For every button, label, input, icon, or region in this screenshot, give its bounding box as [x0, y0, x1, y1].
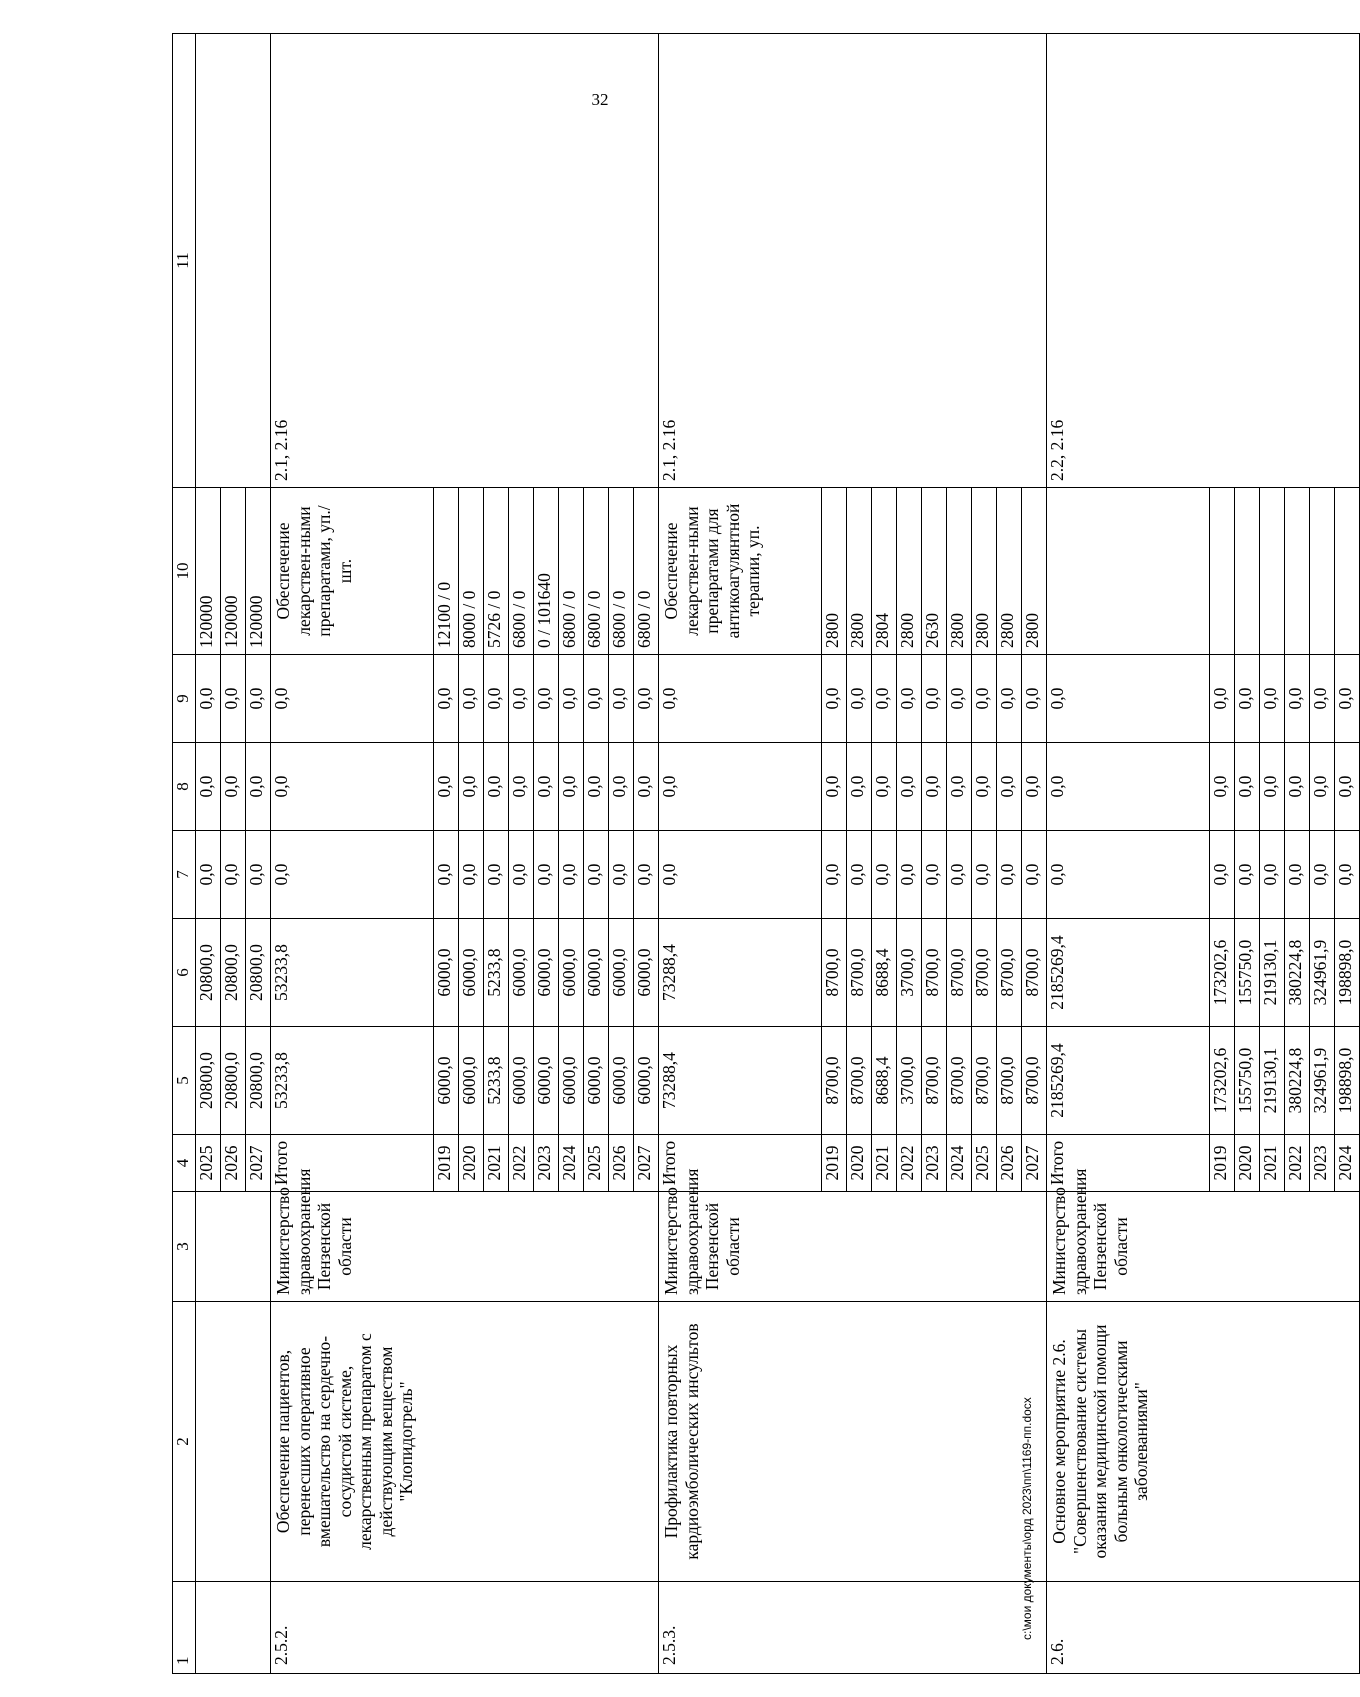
municipal-budget-cell: 0,0	[922, 743, 947, 831]
other-sources-cell: 0,0	[196, 655, 221, 743]
federal-budget-cell: 0,0	[1235, 831, 1260, 919]
regional-budget-cell: 6000,0	[584, 919, 609, 1027]
year-cell: 2019	[434, 1135, 459, 1192]
other-sources-cell: 0,0	[609, 655, 634, 743]
municipal-budget-cell: 0,0	[997, 743, 1022, 831]
regional-budget-cell: 6000,0	[534, 919, 559, 1027]
other-sources-cell: 0,0	[972, 655, 997, 743]
table-row	[196, 34, 221, 1674]
municipal-budget-cell: 0,0	[559, 743, 584, 831]
total-funding-cell: 8700,0	[922, 1027, 947, 1135]
federal-budget-cell: 0,0	[509, 831, 534, 919]
total-funding-cell: 73288,4	[659, 1027, 822, 1135]
indicator-cell	[1047, 488, 1210, 655]
federal-budget-cell: 0,0	[1310, 831, 1335, 919]
executor-cell: Министерство здравоохранения Пензенской области	[271, 1192, 659, 1302]
year-cell: 2025	[584, 1135, 609, 1192]
page-number: 32	[591, 90, 609, 109]
municipal-budget-cell: 0,0	[634, 743, 659, 831]
other-sources-cell: 0,0	[897, 655, 922, 743]
year-cell: 2025	[972, 1135, 997, 1192]
indicator-cell: 8000 / 0	[459, 488, 484, 655]
other-sources-cell: 0,0	[559, 655, 584, 743]
municipal-budget-cell: 0,0	[196, 743, 221, 831]
indicator-cell: 2800	[997, 488, 1022, 655]
total-funding-cell: 6000,0	[534, 1027, 559, 1135]
regional-budget-cell: 324961,9	[1310, 919, 1335, 1027]
municipal-budget-cell: 0,0	[1310, 743, 1335, 831]
event-title-cell: Обеспечение пациентов, перенесших оперативное вмешательство на сердечно-сосудистой системе, лекарственным препаратом с действующим веществом "Клопидогрель"	[271, 1302, 659, 1582]
municipal-budget-cell: 0,0	[897, 743, 922, 831]
row-number-cell: 2.5.2.	[271, 1582, 659, 1674]
other-sources-cell: 0,0	[459, 655, 484, 743]
federal-budget-cell: 0,0	[271, 831, 434, 919]
year-cell: 2022	[897, 1135, 922, 1192]
column-number-10: 10	[173, 488, 196, 655]
federal-budget-cell: 0,0	[972, 831, 997, 919]
federal-budget-cell: 0,0	[1260, 831, 1285, 919]
indicator-cell: 2800	[847, 488, 872, 655]
other-sources-cell: 0,0	[659, 655, 822, 743]
municipal-budget-cell: 0,0	[434, 743, 459, 831]
year-cell: 2022	[1285, 1135, 1310, 1192]
indicator-ref-cell: 2.1, 2.16	[271, 34, 659, 488]
total-funding-cell: 20800,0	[196, 1027, 221, 1135]
federal-budget-cell: 0,0	[534, 831, 559, 919]
year-cell: 2020	[459, 1135, 484, 1192]
year-cell: 2026	[609, 1135, 634, 1192]
indicator-cell: 120000	[196, 488, 221, 655]
federal-budget-cell: 0,0	[897, 831, 922, 919]
other-sources-cell: 0,0	[847, 655, 872, 743]
year-cell: Итого	[659, 1135, 822, 1192]
row-number-cell: 2.5.3.	[659, 1582, 1047, 1674]
other-sources-cell: 0,0	[221, 655, 246, 743]
total-funding-cell: 6000,0	[509, 1027, 534, 1135]
regional-budget-cell: 20800,0	[246, 919, 271, 1027]
year-cell: 2021	[872, 1135, 897, 1192]
year-cell: 2024	[1335, 1135, 1360, 1192]
column-number-6: 6	[173, 919, 196, 1027]
year-cell: Итого	[271, 1135, 434, 1192]
column-number-2: 2	[173, 1302, 196, 1582]
indicator-cell: 2804	[872, 488, 897, 655]
federal-budget-cell: 0,0	[659, 831, 822, 919]
other-sources-cell: 0,0	[997, 655, 1022, 743]
indicator-ref-cell	[196, 34, 271, 488]
municipal-budget-cell: 0,0	[221, 743, 246, 831]
total-funding-cell: 8700,0	[972, 1027, 997, 1135]
indicator-cell	[1335, 488, 1360, 655]
regional-budget-cell: 8700,0	[922, 919, 947, 1027]
year-cell: 2023	[922, 1135, 947, 1192]
regional-budget-cell: 6000,0	[434, 919, 459, 1027]
program-table	[172, 33, 1360, 1674]
year-cell: 2027	[1022, 1135, 1047, 1192]
regional-budget-cell: 6000,0	[634, 919, 659, 1027]
year-cell: 2023	[534, 1135, 559, 1192]
total-funding-cell: 8700,0	[947, 1027, 972, 1135]
year-cell: 2026	[997, 1135, 1022, 1192]
other-sources-cell: 0,0	[484, 655, 509, 743]
regional-budget-cell: 3700,0	[897, 919, 922, 1027]
municipal-budget-cell: 0,0	[1335, 743, 1360, 831]
municipal-budget-cell: 0,0	[1260, 743, 1285, 831]
indicator-cell: 6800 / 0	[609, 488, 634, 655]
indicator-cell	[1310, 488, 1335, 655]
federal-budget-cell: 0,0	[484, 831, 509, 919]
regional-budget-cell: 155750,0	[1235, 919, 1260, 1027]
column-number-4: 4	[173, 1135, 196, 1192]
municipal-budget-cell: 0,0	[1210, 743, 1235, 831]
regional-budget-cell: 173202,6	[1210, 919, 1235, 1027]
year-cell: 2023	[1310, 1135, 1335, 1192]
federal-budget-cell: 0,0	[434, 831, 459, 919]
indicator-cell: 5726 / 0	[484, 488, 509, 655]
year-cell: 2025	[196, 1135, 221, 1192]
column-number-1: 1	[173, 1582, 196, 1674]
other-sources-cell: 0,0	[922, 655, 947, 743]
indicator-cell: 2800	[972, 488, 997, 655]
other-sources-cell: 0,0	[1335, 655, 1360, 743]
regional-budget-cell: 8688,4	[872, 919, 897, 1027]
regional-budget-cell: 6000,0	[509, 919, 534, 1027]
federal-budget-cell: 0,0	[822, 831, 847, 919]
regional-budget-cell: 6000,0	[459, 919, 484, 1027]
regional-budget-cell: 2185269,4	[1047, 919, 1210, 1027]
federal-budget-cell: 0,0	[584, 831, 609, 919]
year-cell: Итого	[1047, 1135, 1210, 1192]
column-number-row	[173, 34, 196, 1674]
indicator-cell	[1210, 488, 1235, 655]
total-funding-cell: 8700,0	[997, 1027, 1022, 1135]
other-sources-cell: 0,0	[822, 655, 847, 743]
municipal-budget-cell: 0,0	[609, 743, 634, 831]
regional-budget-cell: 198898,0	[1335, 919, 1360, 1027]
year-cell: 2026	[221, 1135, 246, 1192]
column-number-3: 3	[173, 1192, 196, 1302]
other-sources-cell: 0,0	[509, 655, 534, 743]
column-number-5: 5	[173, 1027, 196, 1135]
indicator-cell: Обеспечение лекарствен-ными препаратами, уп./шт.	[271, 488, 434, 655]
federal-budget-cell: 0,0	[997, 831, 1022, 919]
municipal-budget-cell: 0,0	[246, 743, 271, 831]
municipal-budget-cell: 0,0	[459, 743, 484, 831]
event-title-cell: Основное мероприятие 2.6. "Совершенствование системы оказания медицинской помощи больным онкологическими заболеваниями"	[1047, 1302, 1360, 1582]
other-sources-cell: 0,0	[1285, 655, 1310, 743]
municipal-budget-cell: 0,0	[972, 743, 997, 831]
indicator-cell: 120000	[221, 488, 246, 655]
indicator-cell: 6800 / 0	[509, 488, 534, 655]
total-funding-cell: 6000,0	[584, 1027, 609, 1135]
federal-budget-cell: 0,0	[559, 831, 584, 919]
year-cell: 2027	[246, 1135, 271, 1192]
year-cell: 2022	[509, 1135, 534, 1192]
indicator-cell: 2800	[1022, 488, 1047, 655]
federal-budget-cell: 0,0	[847, 831, 872, 919]
federal-budget-cell: 0,0	[1047, 831, 1210, 919]
total-funding-cell: 173202,6	[1210, 1027, 1235, 1135]
section-total-row	[659, 34, 822, 1674]
municipal-budget-cell: 0,0	[1047, 743, 1210, 831]
column-number-8: 8	[173, 743, 196, 831]
regional-budget-cell: 8700,0	[997, 919, 1022, 1027]
other-sources-cell: 0,0	[1260, 655, 1285, 743]
indicator-cell: 120000	[246, 488, 271, 655]
other-sources-cell: 0,0	[872, 655, 897, 743]
indicator-cell	[1285, 488, 1310, 655]
federal-budget-cell: 0,0	[1022, 831, 1047, 919]
regional-budget-cell: 380224,8	[1285, 919, 1310, 1027]
column-number-7: 7	[173, 831, 196, 919]
municipal-budget-cell: 0,0	[1022, 743, 1047, 831]
federal-budget-cell: 0,0	[221, 831, 246, 919]
year-cell: 2024	[559, 1135, 584, 1192]
indicator-ref-cell: 2.2, 2.16	[1047, 34, 1360, 488]
other-sources-cell: 0,0	[1210, 655, 1235, 743]
rotated-table-area	[172, 34, 1355, 1674]
total-funding-cell: 198898,0	[1335, 1027, 1360, 1135]
total-funding-cell: 20800,0	[221, 1027, 246, 1135]
indicator-cell: 2800	[822, 488, 847, 655]
indicator-cell: Обеспечение лекарствен-ными препаратами для антикоагулянтной терапии, уп.	[659, 488, 822, 655]
regional-budget-cell: 219130,1	[1260, 919, 1285, 1027]
regional-budget-cell: 8700,0	[1022, 919, 1047, 1027]
municipal-budget-cell: 0,0	[872, 743, 897, 831]
row-number-cell: 2.6.	[1047, 1582, 1360, 1674]
total-funding-cell: 6000,0	[459, 1027, 484, 1135]
municipal-budget-cell: 0,0	[584, 743, 609, 831]
regional-budget-cell: 8700,0	[847, 919, 872, 1027]
other-sources-cell: 0,0	[1047, 655, 1210, 743]
total-funding-cell: 6000,0	[634, 1027, 659, 1135]
column-number-9: 9	[173, 655, 196, 743]
other-sources-cell: 0,0	[434, 655, 459, 743]
other-sources-cell: 0,0	[947, 655, 972, 743]
regional-budget-cell: 6000,0	[559, 919, 584, 1027]
indicator-cell: 2800	[897, 488, 922, 655]
executor-cell: Министерство здравоохранения Пензенской области	[1047, 1192, 1360, 1302]
total-funding-cell: 5233,8	[484, 1027, 509, 1135]
total-funding-cell: 6000,0	[609, 1027, 634, 1135]
total-funding-cell: 20800,0	[246, 1027, 271, 1135]
other-sources-cell: 0,0	[246, 655, 271, 743]
total-funding-cell: 380224,8	[1285, 1027, 1310, 1135]
year-cell: 2019	[822, 1135, 847, 1192]
regional-budget-cell: 20800,0	[196, 919, 221, 1027]
total-funding-cell: 6000,0	[559, 1027, 584, 1135]
municipal-budget-cell: 0,0	[847, 743, 872, 831]
indicator-cell: 12100 / 0	[434, 488, 459, 655]
municipal-budget-cell: 0,0	[271, 743, 434, 831]
regional-budget-cell: 8700,0	[972, 919, 997, 1027]
municipal-budget-cell: 0,0	[659, 743, 822, 831]
total-funding-cell: 3700,0	[897, 1027, 922, 1135]
event-title-cell	[196, 1302, 271, 1582]
indicator-cell: 2630	[922, 488, 947, 655]
total-funding-cell: 53233,8	[271, 1027, 434, 1135]
section-total-row	[271, 34, 434, 1674]
federal-budget-cell: 0,0	[609, 831, 634, 919]
year-cell: 2021	[484, 1135, 509, 1192]
year-cell: 2024	[947, 1135, 972, 1192]
regional-budget-cell: 8700,0	[947, 919, 972, 1027]
total-funding-cell: 6000,0	[434, 1027, 459, 1135]
executor-cell: Министерство здравоохранения Пензенской области	[659, 1192, 1047, 1302]
total-funding-cell: 8688,4	[872, 1027, 897, 1135]
indicator-cell: 6800 / 0	[584, 488, 609, 655]
federal-budget-cell: 0,0	[1285, 831, 1310, 919]
federal-budget-cell: 0,0	[634, 831, 659, 919]
federal-budget-cell: 0,0	[1210, 831, 1235, 919]
total-funding-cell: 2185269,4	[1047, 1027, 1210, 1135]
federal-budget-cell: 0,0	[872, 831, 897, 919]
federal-budget-cell: 0,0	[246, 831, 271, 919]
regional-budget-cell: 8700,0	[822, 919, 847, 1027]
total-funding-cell: 155750,0	[1235, 1027, 1260, 1135]
section-total-row	[1047, 34, 1210, 1674]
total-funding-cell: 8700,0	[822, 1027, 847, 1135]
footer-file-path: c:\мои документы\орд 2023\пп\1169-пп.docx	[1020, 1397, 1034, 1640]
indicator-cell: 0 / 101640	[534, 488, 559, 655]
regional-budget-cell: 5233,8	[484, 919, 509, 1027]
regional-budget-cell: 73288,4	[659, 919, 822, 1027]
federal-budget-cell: 0,0	[196, 831, 221, 919]
other-sources-cell: 0,0	[1310, 655, 1335, 743]
municipal-budget-cell: 0,0	[484, 743, 509, 831]
executor-cell	[196, 1192, 271, 1302]
year-cell: 2020	[847, 1135, 872, 1192]
total-funding-cell: 8700,0	[1022, 1027, 1047, 1135]
indicator-cell	[1235, 488, 1260, 655]
regional-budget-cell: 53233,8	[271, 919, 434, 1027]
federal-budget-cell: 0,0	[922, 831, 947, 919]
indicator-ref-cell: 2.1, 2.16	[659, 34, 1047, 488]
other-sources-cell: 0,0	[534, 655, 559, 743]
row-number-cell	[196, 1582, 271, 1674]
indicator-cell	[1260, 488, 1285, 655]
total-funding-cell: 8700,0	[847, 1027, 872, 1135]
event-title-cell: Профилактика повторных кардиоэмболических инсультов	[659, 1302, 1047, 1582]
municipal-budget-cell: 0,0	[509, 743, 534, 831]
indicator-cell: 2800	[947, 488, 972, 655]
municipal-budget-cell: 0,0	[947, 743, 972, 831]
other-sources-cell: 0,0	[634, 655, 659, 743]
municipal-budget-cell: 0,0	[822, 743, 847, 831]
year-cell: 2027	[634, 1135, 659, 1192]
other-sources-cell: 0,0	[271, 655, 434, 743]
federal-budget-cell: 0,0	[947, 831, 972, 919]
indicator-cell: 6800 / 0	[559, 488, 584, 655]
municipal-budget-cell: 0,0	[1285, 743, 1310, 831]
indicator-cell: 6800 / 0	[634, 488, 659, 655]
total-funding-cell: 219130,1	[1260, 1027, 1285, 1135]
other-sources-cell: 0,0	[1022, 655, 1047, 743]
municipal-budget-cell: 0,0	[534, 743, 559, 831]
year-cell: 2020	[1235, 1135, 1260, 1192]
column-number-11: 11	[173, 34, 196, 488]
regional-budget-cell: 20800,0	[221, 919, 246, 1027]
federal-budget-cell: 0,0	[459, 831, 484, 919]
other-sources-cell: 0,0	[584, 655, 609, 743]
total-funding-cell: 324961,9	[1310, 1027, 1335, 1135]
regional-budget-cell: 6000,0	[609, 919, 634, 1027]
municipal-budget-cell: 0,0	[1235, 743, 1260, 831]
other-sources-cell: 0,0	[1235, 655, 1260, 743]
year-cell: 2021	[1260, 1135, 1285, 1192]
year-cell: 2019	[1210, 1135, 1235, 1192]
federal-budget-cell: 0,0	[1335, 831, 1360, 919]
